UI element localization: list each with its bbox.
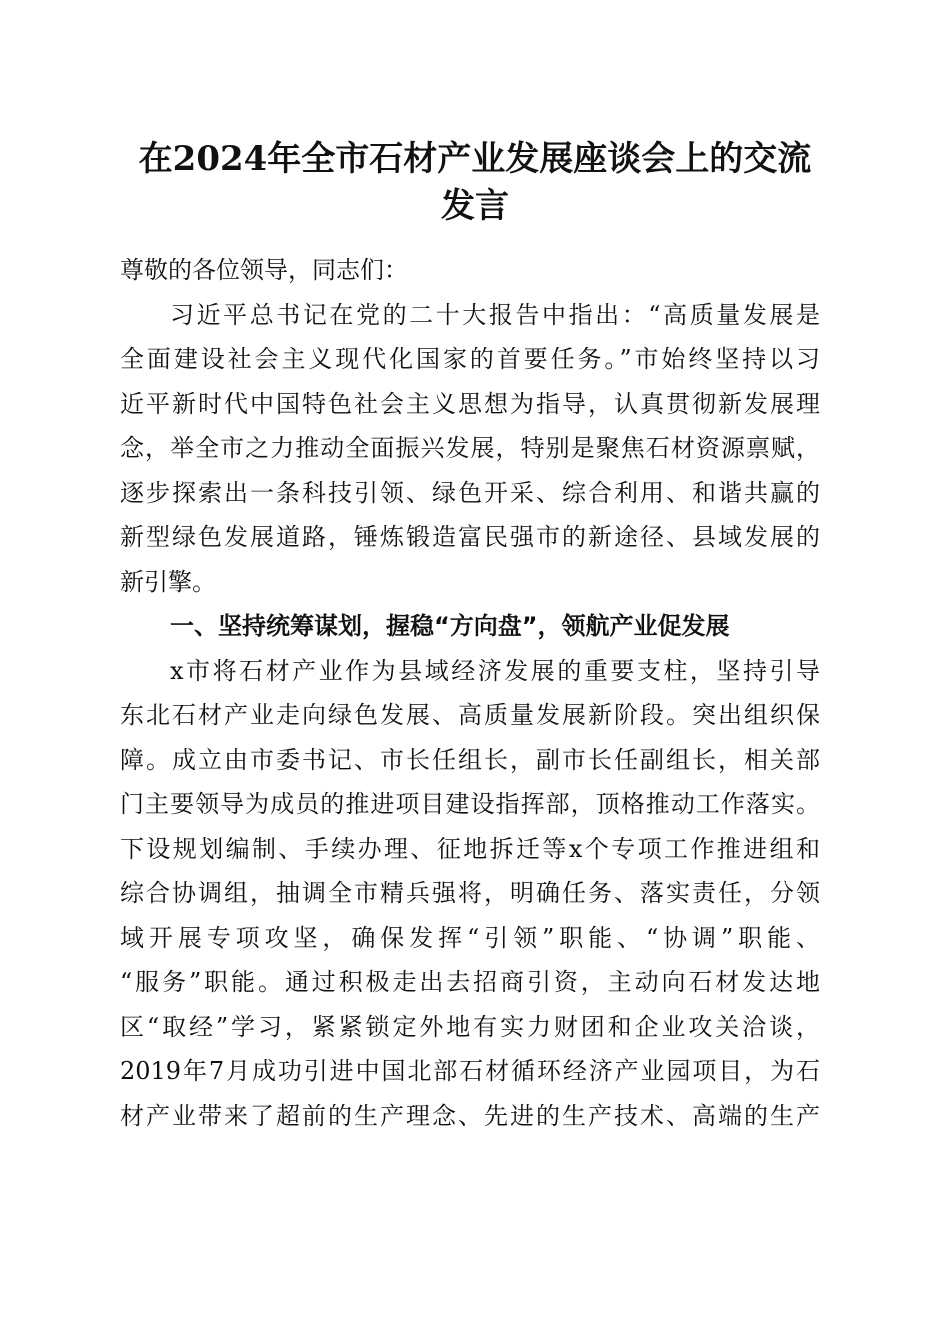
text-line: 障。成立由市委书记、市长任组长，副市长任副组长，相关部 xyxy=(120,745,820,774)
text-line: 区“取经”学习，紧紧锁定外地有实力财团和企业攻关洽谈， xyxy=(120,1012,820,1041)
salutation: 尊敬的各位领导，同志们： xyxy=(120,256,408,284)
text-line: 综合协调组，抽调全市精兵强将，明确任务、落实责任，分领 xyxy=(120,879,820,907)
text-line: 域开展专项攻坚，确保发挥“引领”职能、“协调”职能、 xyxy=(120,923,820,952)
text-line: 门主要领导为成员的推进项目建设指挥部，顶格推动工作落实。 xyxy=(120,790,820,818)
document-body xyxy=(120,248,820,1138)
section-heading-1: 一、坚持统筹谋划，握稳“方向盘”，领航产业促发展 xyxy=(170,612,730,640)
text-line: 新引擎。 xyxy=(120,567,216,596)
text-line: 逐步探索出一条科技引领、绿色开采、综合利用、和谐共赢的 xyxy=(120,478,820,507)
text-line: 近平新时代中国特色社会主义思想为指导，认真贯彻新发展理 xyxy=(120,389,820,418)
text-line: “服务”职能。通过积极走出去招商引资，主动向石材发达地 xyxy=(120,968,820,996)
paragraph-1 xyxy=(120,293,820,605)
text-line: 新型绿色发展道路，锤炼锻造富民强市的新途径、县域发展的 xyxy=(120,523,820,551)
text-line: 材产业带来了超前的生产理念、先进的生产技术、高端的生产 xyxy=(120,1101,820,1130)
title-line-1: 在2024年全市石材产业发展座谈会上的交流 xyxy=(138,139,812,179)
text-line: 东北石材产业走向绿色发展、高质量发展新阶段。突出组织保 xyxy=(120,701,820,729)
title-line-2: 发言 xyxy=(441,186,509,226)
text-line: 习近平总书记在党的二十大报告中指出：“高质量发展是 xyxy=(170,300,820,329)
paragraph-2 xyxy=(120,649,820,1139)
text-line: x市将石材产业作为县域经济发展的重要支柱，坚持引导 xyxy=(170,656,820,685)
text-line: 下设规划编制、手续办理、征地拆迁等x个专项工作推进组和 xyxy=(120,834,820,863)
text-line: 2019年7月成功引进中国北部石材循环经济产业园项目，为石 xyxy=(120,1057,820,1085)
text-line: 全面建设社会主义现代化国家的首要任务。”市始终坚持以习 xyxy=(120,345,820,373)
text-line: 念，举全市之力推动全面振兴发展，特别是聚焦石材资源禀赋， xyxy=(120,434,820,462)
document-title xyxy=(0,136,950,230)
